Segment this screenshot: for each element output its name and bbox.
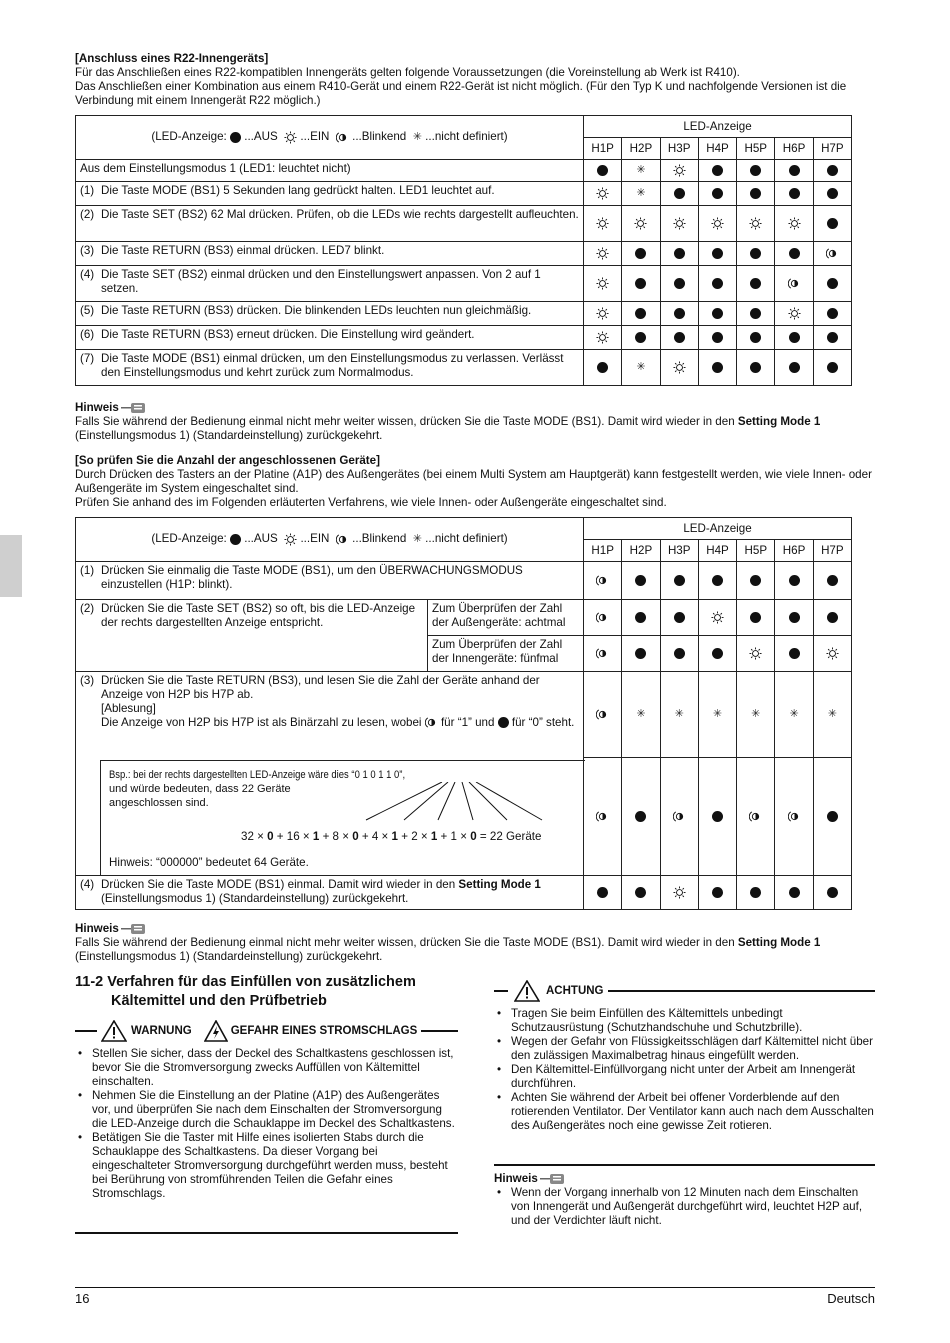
led-column-header: H6P (775, 138, 813, 160)
step-number: (4) (80, 268, 95, 281)
led-on-icon (673, 886, 686, 899)
led-off-icon (750, 308, 761, 319)
led-on-icon (749, 217, 762, 230)
step-text: Drücken Sie die Taste MODE (BS1) einmal. Damit wird wieder in den (101, 878, 459, 891)
led-blink-icon (596, 574, 609, 587)
led-off-icon (750, 188, 761, 199)
hint-hand-icon (540, 1173, 566, 1185)
led-undefined-icon: ✳ (789, 708, 799, 721)
led-off-icon (789, 362, 800, 373)
formula-part: + 4 × (358, 829, 392, 843)
step-text: Die Taste MODE (BS1) einmal drücken, um den Einstellungsmodus zu verlassen. Verlässt den Einstellungsmodus und kehrt zurück zum Normalmodus. (101, 352, 564, 379)
led-on-icon (711, 217, 724, 230)
led-column-header: H3P (660, 540, 698, 562)
legend-on: ...EIN (300, 532, 330, 546)
led-on-icon (673, 361, 686, 374)
paragraph: Durch Drücken des Tasters an der Platine (A1P) des Außengerätes (bei einem Multi System am Hauptgerät) kann festgestellt werden, wie viele Innen- oder Außengeräte im System eingeschaltet sind. (75, 468, 872, 495)
paragraph: Prüfen Sie anhand des im Folgenden erläuterten Verfahrens, wie viele Innen- oder Außengeräte eingeschaltet sind. (75, 496, 667, 509)
led-undefined-icon: ✳ (636, 708, 646, 721)
table-row (76, 302, 852, 326)
led-on-icon (788, 307, 801, 320)
led-on-icon (673, 217, 686, 230)
step-bold: Setting Mode 1 (458, 878, 541, 891)
hint-text: Falls Sie während der Bedienung einmal nicht mehr weiter wissen, drücken Sie die Taste MODE (BS1). Damit wird wieder in den (75, 936, 738, 949)
led-off-icon (827, 278, 838, 289)
step-text: Die Taste RETURN (BS3) erneut drücken. Die Einstellung wird geändert. (101, 328, 475, 341)
step-text: Die Taste MODE (BS1) 5 Sekunden lang gedrückt halten. LED1 leuchtet auf. (101, 184, 495, 197)
step-number: (1) (80, 564, 95, 577)
led-column-header: H7P (813, 138, 851, 160)
led-column-header: H1P (584, 138, 622, 160)
led-column-header: H4P (698, 138, 736, 160)
led-column-header: H5P (737, 138, 775, 160)
warning-item: • Stellen Sie sicher, dass der Deckel des Schaltkastens geschlossen ist, bevor Sie die Stromversorgung zwecks Auffüllen von Kältemittel einschalten. (75, 1047, 458, 1089)
hint-3 (494, 1172, 875, 1228)
caution-list (494, 1007, 875, 1133)
caution-item: • Achten Sie während der Arbeit bei offener Vorderblende auf den rotierenden Ventilator. Der Ventilator kann auch nach dem Ausschalten des Außengerätes noch eine gewisse Zeit rotieren. (494, 1091, 875, 1133)
led-on-icon (284, 533, 297, 546)
step-text: (Einstellungsmodus 1) (Standardeinstellung) zurückgekehrt. (101, 892, 409, 905)
formula-digit: 1 (391, 829, 398, 843)
led-on-icon (596, 217, 609, 230)
led-off-icon (635, 811, 646, 822)
led-off-icon (789, 188, 800, 199)
formula-result: = 22 Geräte (476, 829, 542, 843)
legend-off: ...AUS (244, 532, 278, 546)
led-off-icon (674, 332, 685, 343)
step-text: für “0” steht. (508, 716, 575, 729)
hint-bold: Setting Mode 1 (737, 936, 821, 949)
led-off-icon (674, 248, 685, 259)
led-blink-icon (788, 810, 801, 823)
led-off-icon (827, 887, 838, 898)
formula-digit: 0 (470, 829, 477, 843)
binary-connector-lines (236, 782, 556, 826)
formula-digit: 0 (352, 829, 359, 843)
led-blink-icon (788, 277, 801, 290)
step-text: Die Taste RETURN (BS3) einmal drücken. LED7 blinkt. (101, 244, 385, 257)
hint-hand-icon (121, 923, 147, 935)
led-off-icon (712, 308, 723, 319)
formula-part: + 16 × (273, 829, 313, 843)
led-on-icon (596, 187, 609, 200)
led-off-icon (230, 534, 241, 545)
formula-part: + 8 × (319, 829, 353, 843)
step-number: (7) (80, 352, 95, 365)
legend-undef: ...nicht definiert) (425, 532, 508, 546)
led-header: LED-Anzeige (584, 116, 852, 138)
legend-cell (76, 518, 584, 562)
led-off-icon (712, 165, 723, 176)
caution-triangle-icon (514, 980, 540, 1002)
led-off-icon (712, 811, 723, 822)
binary-formula (241, 830, 541, 844)
led-on-icon (596, 331, 609, 344)
divider (75, 1232, 458, 1234)
caution-label: ACHTUNG (546, 985, 604, 997)
led-off-icon (750, 887, 761, 898)
led-on-icon (673, 164, 686, 177)
led-undefined-icon: ✳ (674, 708, 684, 721)
led-off-icon (712, 887, 723, 898)
led-off-icon (712, 332, 723, 343)
led-blink-icon (336, 533, 349, 546)
led-off-icon (827, 332, 838, 343)
led-off-icon (827, 308, 838, 319)
page-number: 16 (75, 1291, 90, 1306)
led-off-icon (712, 248, 723, 259)
led-blink-icon (826, 247, 839, 260)
footer-rule (75, 1287, 875, 1288)
led-undefined-icon: ✳ (636, 187, 646, 200)
table-row-example (76, 758, 852, 876)
legend-prefix: (LED-Anzeige: (151, 532, 227, 546)
led-undefined-icon: ✳ (751, 708, 761, 721)
led-off-icon (750, 612, 761, 623)
led-undefined-icon: ✳ (712, 708, 723, 721)
led-column-header: H3P (660, 138, 698, 160)
led-column-header: H2P (622, 540, 660, 562)
led-blink-icon (596, 708, 609, 721)
led-column-header: H2P (622, 138, 660, 160)
caution-bar (494, 980, 875, 1002)
led-off-icon (635, 248, 646, 259)
step-text: Die Taste SET (BS2) einmal drücken und den Einstellungswert anpassen. Von 2 auf 1 setzen. (101, 268, 541, 295)
led-off-icon (635, 332, 646, 343)
heading-line: Kältemittel und den Prüfbetrieb (111, 993, 327, 1009)
led-off-icon (597, 362, 608, 373)
led-off-icon (712, 278, 723, 289)
led-blink-icon (336, 131, 349, 144)
led-blink-icon (673, 810, 686, 823)
hint-text-2: (Einstellungsmodus 1) (Standardeinstellung) zurückgekehrt. (75, 429, 383, 442)
step-text: Drücken Sie die Taste SET (BS2) so oft, bis die LED-Anzeige der rechts dargestellten Anzeige entspricht. (101, 602, 416, 629)
led-off-icon (750, 248, 761, 259)
formula-part: 32 × (241, 829, 268, 843)
step-text: Aus dem Einstellungsmodus 1 (LED1: leuchtet nicht) (80, 162, 351, 175)
led-off-icon (827, 811, 838, 822)
led-off-icon (635, 575, 646, 586)
off-icon (498, 717, 509, 728)
example-text: ”, (399, 768, 406, 781)
step-text: Drücken Sie die Taste RETURN (BS3), und lesen Sie die Zahl der Geräte anhand der Anzeige von H2P bis H7P ab. (101, 674, 540, 701)
step-number: (3) (80, 244, 95, 257)
led-off-icon (750, 332, 761, 343)
led-off-icon (827, 165, 838, 176)
warning-bar (75, 1020, 458, 1042)
formula-digit: 0 (267, 829, 274, 843)
hint-label: Hinweis (75, 922, 119, 935)
step-text: Die Anzeige von H2P bis H7P ist als Binärzahl zu lesen, wobei (101, 716, 425, 729)
step-number: (2) (80, 208, 95, 221)
led-off-icon (674, 575, 685, 586)
legend-undef: ...nicht definiert) (425, 130, 508, 144)
paragraph: Für das Anschließen eines R22-kompatiblen Innengeräts gelten folgende Voraussetzungen (die Voreinstellung ab Werk ist R410). (75, 66, 740, 79)
led-column-header: H6P (775, 540, 813, 562)
led-blink-icon (596, 611, 609, 624)
warning-label: WARNUNG (131, 1025, 192, 1037)
warning-list (75, 1047, 458, 1201)
led-off-icon (789, 612, 800, 623)
led-column-header: H5P (737, 540, 775, 562)
hint-label: Hinweis (75, 401, 119, 414)
led-undefined-icon: ✳ (636, 164, 646, 177)
table-row (76, 350, 852, 386)
warning-item: • Nehmen Sie die Einstellung an der Platine (A1P) des Außengerätes vor, und überprüfen Sie nach dem Einschalten der Stromversorgung die LED-Anzeige durch die Schauklappe im Deckel des Schaltkastens. (75, 1089, 458, 1131)
led-table-r22 (75, 115, 852, 386)
led-table-count (75, 517, 852, 910)
formula-part: + 2 × (398, 829, 431, 843)
led-off-icon (750, 278, 761, 289)
table-row (76, 160, 852, 182)
led-undefined-icon: ✳ (412, 131, 422, 144)
legend-blink: ...Blinkend (352, 130, 407, 144)
led-off-icon (750, 165, 761, 176)
led-off-icon (674, 612, 685, 623)
led-off-icon (674, 188, 685, 199)
caution-item: • Wegen der Gefahr von Flüssigkeitsschlägen darf Kältemittel nicht über den zulässigen Maximalbetrag hinaus eingefüllt werden. (494, 1035, 875, 1063)
led-off-icon (827, 575, 838, 586)
table-row (76, 266, 852, 302)
table-row (76, 206, 852, 242)
example-text: angeschlossen sind. (109, 796, 209, 809)
section-r22 (75, 52, 875, 108)
legend-prefix: (LED-Anzeige: (151, 130, 227, 144)
hint-2 (75, 922, 875, 964)
led-off-icon (827, 188, 838, 199)
led-off-icon (674, 648, 685, 659)
table-row (76, 182, 852, 206)
led-off-icon (789, 165, 800, 176)
led-on-icon (749, 647, 762, 660)
step-text: [Ablesung] (101, 702, 156, 715)
section-title: [Anschluss eines R22-Innengeräts] (75, 52, 269, 65)
step-number: (2) (80, 602, 95, 615)
electric-shock-icon (204, 1020, 228, 1042)
formula-digit: 1 (312, 829, 320, 843)
section-title: [So prüfen Sie die Anzahl der angeschlossenen Geräte] (75, 454, 380, 467)
example-text: Bsp.: bei der rechts dargestellten LED-Anzeige wäre dies “ (109, 768, 355, 781)
led-on-icon (634, 217, 647, 230)
section-heading (75, 973, 416, 1011)
led-on-icon (596, 307, 609, 320)
legend-on: ...EIN (300, 130, 330, 144)
led-blink-icon (596, 647, 609, 660)
step-text: Drücken Sie einmalig die Taste MODE (BS1), um den ÜBERWACHUNGSMODUS einzustellen (H1P: blinkt). (101, 564, 523, 591)
led-column-header: H7P (813, 540, 851, 562)
hint-1 (75, 401, 875, 443)
sub-condition: Zum Überprüfen der Zahl der Innengeräte: fünfmal (428, 636, 584, 672)
led-undefined-icon: ✳ (636, 361, 646, 374)
step-number: (5) (80, 304, 95, 317)
hint-item: • Wenn der Vorgang innerhalb von 12 Minuten nach dem Einschalten von Innengerät und Außengerät durchgeführt wird, leuchtet H2P auf, und der Verdichter läuft nicht. (494, 1186, 875, 1228)
led-off-icon (789, 648, 800, 659)
led-off-icon (712, 188, 723, 199)
led-off-icon (789, 248, 800, 259)
binary-digits: 0 1 0 1 1 0 (354, 768, 400, 781)
warning-item: • Betätigen Sie die Taster mit Hilfe eines isolierten Stabs durch die Schauklappe des Schaltkastens. Da dieser Vorgang bei eingeschalteter Stromversorgung durchgeführt werden muss, besteht bei Berührung von stromführenden Teilen die Gefahr eines Stromschlags. (75, 1131, 458, 1201)
led-off-icon (789, 575, 800, 586)
led-on-icon (596, 277, 609, 290)
section-count (75, 454, 875, 510)
led-blink-icon (596, 810, 609, 823)
led-off-icon (597, 887, 608, 898)
led-on-icon (711, 611, 724, 624)
led-off-icon (789, 332, 800, 343)
led-column-header: H1P (584, 540, 622, 562)
table-row (76, 326, 852, 350)
led-off-icon (827, 218, 838, 229)
led-off-icon (674, 278, 685, 289)
step-text: für “1” und (437, 716, 498, 729)
led-off-icon (635, 612, 646, 623)
led-blink-icon (749, 810, 762, 823)
caution-item: • Den Kältemittel-Einfüllvorgang nicht unter der Arbeit am Innengerät durchführen. (494, 1063, 875, 1091)
table-row (76, 672, 852, 758)
formula-digit: 1 (430, 829, 438, 843)
led-off-icon (712, 648, 723, 659)
led-off-icon (750, 362, 761, 373)
led-off-icon (712, 362, 723, 373)
shock-label: GEFAHR EINES STROMSCHLAGS (230, 1025, 418, 1037)
led-blink-icon (425, 716, 438, 729)
divider (494, 1164, 875, 1166)
table-row (76, 876, 852, 910)
legend-cell (76, 116, 584, 160)
led-off-icon (635, 887, 646, 898)
sub-condition: Zum Überprüfen der Zahl der Außengeräte: achtmal (428, 600, 584, 636)
table-row (76, 562, 852, 600)
led-on-icon (596, 247, 609, 260)
footer-language: Deutsch (827, 1291, 875, 1306)
example-line (109, 768, 405, 782)
led-undefined-icon: ✳ (412, 533, 422, 546)
hint-bold: Setting Mode 1 (737, 415, 821, 428)
led-undefined-icon: ✳ (827, 708, 837, 721)
legend-off: ...AUS (244, 130, 278, 144)
hint-text: Falls Sie während der Bedienung einmal nicht mehr weiter wissen, drücken Sie die Taste MODE (BS1). Damit wird wieder in den (75, 415, 738, 428)
step-number: (4) (80, 878, 95, 891)
table-row (76, 242, 852, 266)
formula-part: + 1 × (437, 829, 471, 843)
led-on-icon (788, 217, 801, 230)
led-column-header: H4P (698, 540, 736, 562)
led-off-icon (635, 648, 646, 659)
led-off-icon (750, 575, 761, 586)
step-text: Die Taste SET (BS2) 62 Mal drücken. Prüfen, ob die LEDs wie rechts dargestellt aufleuchten. (101, 208, 579, 221)
led-off-icon (230, 132, 241, 143)
led-off-icon (635, 308, 646, 319)
side-tab-marker (0, 535, 22, 597)
step-number: (3) (80, 674, 95, 687)
hint-text-2: (Einstellungsmodus 1) (Standardeinstellung) zurückgekehrt. (75, 950, 383, 963)
caution-item: • Tragen Sie beim Einfüllen des Kältemittels unbedingt Schutzausrüstung (Schutzhandschuhe und Schutzbrille). (494, 1007, 875, 1035)
example-note: Hinweis: “000000” bedeutet 64 Geräte. (109, 855, 309, 869)
led-off-icon (789, 887, 800, 898)
led-on-icon (284, 131, 297, 144)
step-text: Die Taste RETURN (BS3) drücken. Die blinkenden LEDs leuchten nun gleichmäßig. (101, 304, 532, 317)
led-off-icon (712, 575, 723, 586)
step-number: (6) (80, 328, 95, 341)
led-on-icon (826, 647, 839, 660)
hint-label: Hinweis (494, 1172, 538, 1185)
hint-hand-icon (121, 402, 147, 414)
example-text: und würde bedeuten, dass 22 Geräte (109, 782, 291, 795)
warning-triangle-icon (101, 1020, 127, 1042)
led-header: LED-Anzeige (584, 518, 852, 540)
led-off-icon (597, 165, 608, 176)
led-off-icon (674, 308, 685, 319)
led-off-icon (827, 362, 838, 373)
led-off-icon (635, 278, 646, 289)
legend-blink: ...Blinkend (352, 532, 407, 546)
table-row (76, 600, 852, 636)
led-off-icon (827, 612, 838, 623)
heading-line: 11-2 Verfahren für das Einfüllen von zusätzlichem (75, 974, 416, 990)
paragraph: Das Anschließen einer Kombination aus einem R410-Gerät und einem R22-Gerät ist nicht möglich. (Für den Typ K und nachfolgende Versionen ist die Verbindung mit einem Innengerät R22 möglich.) (75, 80, 847, 107)
step-number: (1) (80, 184, 95, 197)
